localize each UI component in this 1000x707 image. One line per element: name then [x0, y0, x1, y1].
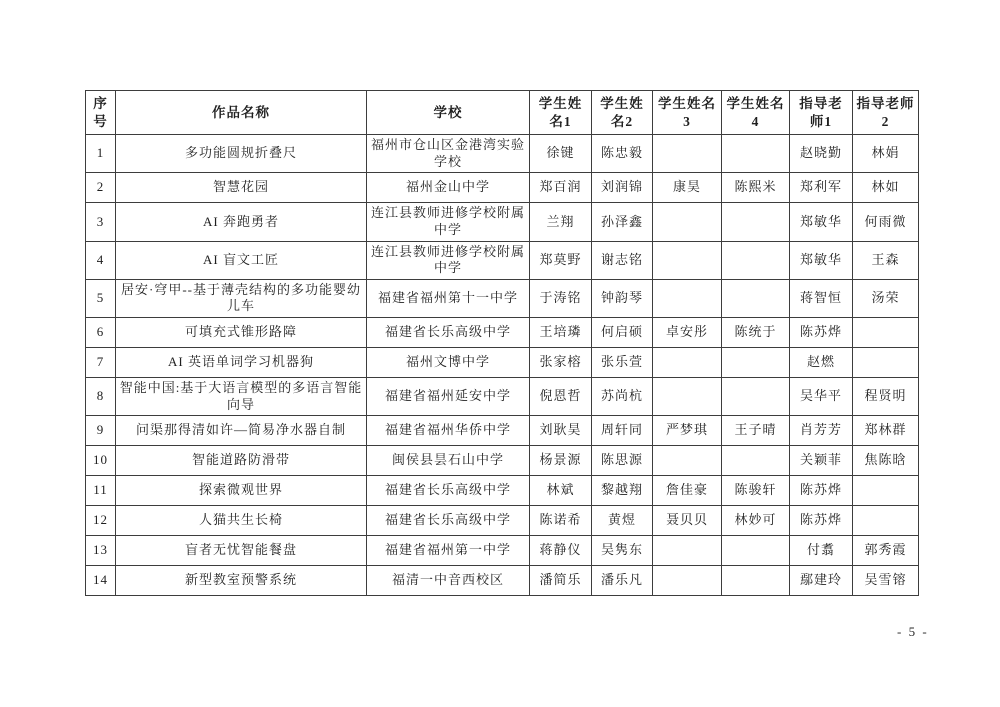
table-cell: 王子晴	[722, 416, 790, 446]
table-cell: 福建省福州延安中学	[367, 378, 530, 416]
table-cell: 福州文博中学	[367, 348, 530, 378]
table-cell: 可填充式锥形路障	[116, 318, 367, 348]
header-cell-index: 序号	[86, 91, 116, 135]
table-cell: 多功能圆规折叠尺	[116, 135, 367, 173]
table-row	[86, 476, 919, 506]
table-cell: 智能中国:基于大语言模型的多语言智能向导	[116, 378, 367, 416]
table-cell: 郑敏华	[790, 241, 853, 279]
table-row	[86, 348, 919, 378]
table-cell: 孙泽鑫	[592, 203, 653, 241]
row-number-cell: 7	[86, 348, 116, 378]
table-row	[86, 279, 919, 317]
table-cell: 福州市仓山区金港湾实验学校	[367, 135, 530, 173]
table-cell: 黄煜	[592, 506, 653, 536]
table-cell: 蒋智恒	[790, 279, 853, 317]
table-cell	[653, 279, 722, 317]
row-number-cell: 8	[86, 378, 116, 416]
table-cell: 卓安彤	[653, 318, 722, 348]
table-cell: AI 英语单词学习机器狗	[116, 348, 367, 378]
table-cell: 潘简乐	[530, 566, 592, 596]
table-cell	[653, 241, 722, 279]
table-cell: 何雨微	[853, 203, 919, 241]
table-cell: 福建省长乐高级中学	[367, 318, 530, 348]
table-cell	[853, 348, 919, 378]
table-cell	[722, 378, 790, 416]
table-cell: 连江县教师进修学校附属中学	[367, 241, 530, 279]
table-cell: 智慧花园	[116, 173, 367, 203]
table-cell: 林娟	[853, 135, 919, 173]
table-cell: 林如	[853, 173, 919, 203]
table-cell: 张乐萱	[592, 348, 653, 378]
table-cell	[653, 135, 722, 173]
table-body	[86, 135, 919, 596]
table-cell: 汤荣	[853, 279, 919, 317]
table-row	[86, 378, 919, 416]
row-number-cell: 14	[86, 566, 116, 596]
table-cell	[722, 348, 790, 378]
table-cell: 居安·穹甲--基于薄壳结构的多功能婴幼儿车	[116, 279, 367, 317]
table-cell	[653, 536, 722, 566]
header-cell-teacher2: 指导老师2	[853, 91, 919, 135]
table-cell: 王培璘	[530, 318, 592, 348]
page-number: - 5 -	[897, 624, 929, 639]
table-cell: 福建省福州第一中学	[367, 536, 530, 566]
table-row	[86, 566, 919, 596]
table-cell: 智能道路防滑带	[116, 446, 367, 476]
table-cell: 陈思源	[592, 446, 653, 476]
table-row	[86, 203, 919, 241]
row-number-cell: 10	[86, 446, 116, 476]
table-cell: 詹佳豪	[653, 476, 722, 506]
row-number-cell: 9	[86, 416, 116, 446]
table-cell: 福清一中音西校区	[367, 566, 530, 596]
table-cell: 刘润锦	[592, 173, 653, 203]
table-cell: 陈苏烨	[790, 318, 853, 348]
table-cell: 人猫共生长椅	[116, 506, 367, 536]
table-cell: 连江县教师进修学校附属中学	[367, 203, 530, 241]
header-cell-work: 作品名称	[116, 91, 367, 135]
table-row	[86, 446, 919, 476]
table-cell	[722, 203, 790, 241]
table-cell: 谢志铭	[592, 241, 653, 279]
table-cell	[722, 446, 790, 476]
table-cell: 新型教室预警系统	[116, 566, 367, 596]
row-number-cell: 11	[86, 476, 116, 506]
table-row	[86, 318, 919, 348]
table-cell: 郑利军	[790, 173, 853, 203]
table-cell: 福建省长乐高级中学	[367, 506, 530, 536]
table-cell: 郑林群	[853, 416, 919, 446]
table-cell	[722, 135, 790, 173]
row-number-cell: 2	[86, 173, 116, 203]
table-cell: 陈骏轩	[722, 476, 790, 506]
table-cell: 钟韵琴	[592, 279, 653, 317]
table-cell: 鄢建玲	[790, 566, 853, 596]
table-cell	[853, 318, 919, 348]
table-cell: 黎越翔	[592, 476, 653, 506]
table-cell	[853, 506, 919, 536]
header-cell-student1: 学生姓名1	[530, 91, 592, 135]
table-cell	[853, 476, 919, 506]
row-number-cell: 3	[86, 203, 116, 241]
header-cell-teacher1: 指导老师1	[790, 91, 853, 135]
table-header-row	[86, 91, 919, 135]
table-cell: AI 奔跑勇者	[116, 203, 367, 241]
table-cell: 兰翔	[530, 203, 592, 241]
table-cell: 问渠那得清如许—简易净水器自制	[116, 416, 367, 446]
table-cell	[722, 536, 790, 566]
table-cell: 聂贝贝	[653, 506, 722, 536]
table-cell: 王森	[853, 241, 919, 279]
header-cell-student3: 学生姓名3	[653, 91, 722, 135]
table-cell: 潘乐凡	[592, 566, 653, 596]
table-cell	[653, 566, 722, 596]
table-cell	[722, 241, 790, 279]
table-cell: 刘耿昊	[530, 416, 592, 446]
table-cell: 福州金山中学	[367, 173, 530, 203]
header-cell-school: 学校	[367, 91, 530, 135]
table-cell	[722, 279, 790, 317]
table-cell: 闽侯县昙石山中学	[367, 446, 530, 476]
table-cell: 苏尚杭	[592, 378, 653, 416]
table-cell	[653, 378, 722, 416]
table-cell: 关颖菲	[790, 446, 853, 476]
table-cell	[653, 446, 722, 476]
table-cell: 肖芳芳	[790, 416, 853, 446]
row-number-cell: 1	[86, 135, 116, 173]
table-cell: 林斌	[530, 476, 592, 506]
table-cell: 郭秀霞	[853, 536, 919, 566]
row-number-cell: 13	[86, 536, 116, 566]
table-cell: 探索微观世界	[116, 476, 367, 506]
table-cell: 林妙可	[722, 506, 790, 536]
table-row	[86, 416, 919, 446]
table-cell: 郑莫野	[530, 241, 592, 279]
table-cell: 杨景源	[530, 446, 592, 476]
works-table	[85, 90, 919, 596]
table-cell: 张家榕	[530, 348, 592, 378]
table-row	[86, 536, 919, 566]
table-cell: 何启硕	[592, 318, 653, 348]
table-cell: 程贤明	[853, 378, 919, 416]
row-number-cell: 5	[86, 279, 116, 317]
table-cell: 福建省福州华侨中学	[367, 416, 530, 446]
table-cell: 付翥	[790, 536, 853, 566]
table-cell	[653, 203, 722, 241]
table-cell: 焦陈晗	[853, 446, 919, 476]
row-number-cell: 12	[86, 506, 116, 536]
table-row	[86, 173, 919, 203]
row-number-cell: 6	[86, 318, 116, 348]
table-cell: 盲者无忧智能餐盘	[116, 536, 367, 566]
table-row	[86, 135, 919, 173]
table-cell: 吴华平	[790, 378, 853, 416]
header-cell-student2: 学生姓名2	[592, 91, 653, 135]
table-cell: 郑百润	[530, 173, 592, 203]
table-cell: 赵晓勤	[790, 135, 853, 173]
table-cell: 陈熙米	[722, 173, 790, 203]
table-row	[86, 506, 919, 536]
table-cell: 陈苏烨	[790, 476, 853, 506]
table-cell: 吴隽东	[592, 536, 653, 566]
table-cell: 于涛铭	[530, 279, 592, 317]
table-cell: 严梦琪	[653, 416, 722, 446]
table-cell: 康昊	[653, 173, 722, 203]
table-cell: 吴雪镕	[853, 566, 919, 596]
table-cell: 陈诺希	[530, 506, 592, 536]
table-cell: 蒋静仪	[530, 536, 592, 566]
table-cell: 赵燃	[790, 348, 853, 378]
table-cell: 郑敏华	[790, 203, 853, 241]
table-cell	[653, 348, 722, 378]
table-cell: 福建省长乐高级中学	[367, 476, 530, 506]
table-cell: 周轩同	[592, 416, 653, 446]
table-cell: 徐键	[530, 135, 592, 173]
table-cell: 福建省福州第十一中学	[367, 279, 530, 317]
header-cell-student4: 学生姓名4	[722, 91, 790, 135]
table-cell: 陈统于	[722, 318, 790, 348]
table-cell: 倪恩哲	[530, 378, 592, 416]
table-cell: 陈苏烨	[790, 506, 853, 536]
table-cell: 陈忠毅	[592, 135, 653, 173]
row-number-cell: 4	[86, 241, 116, 279]
table-row	[86, 241, 919, 279]
table-cell: AI 盲文工匠	[116, 241, 367, 279]
table-cell	[722, 566, 790, 596]
